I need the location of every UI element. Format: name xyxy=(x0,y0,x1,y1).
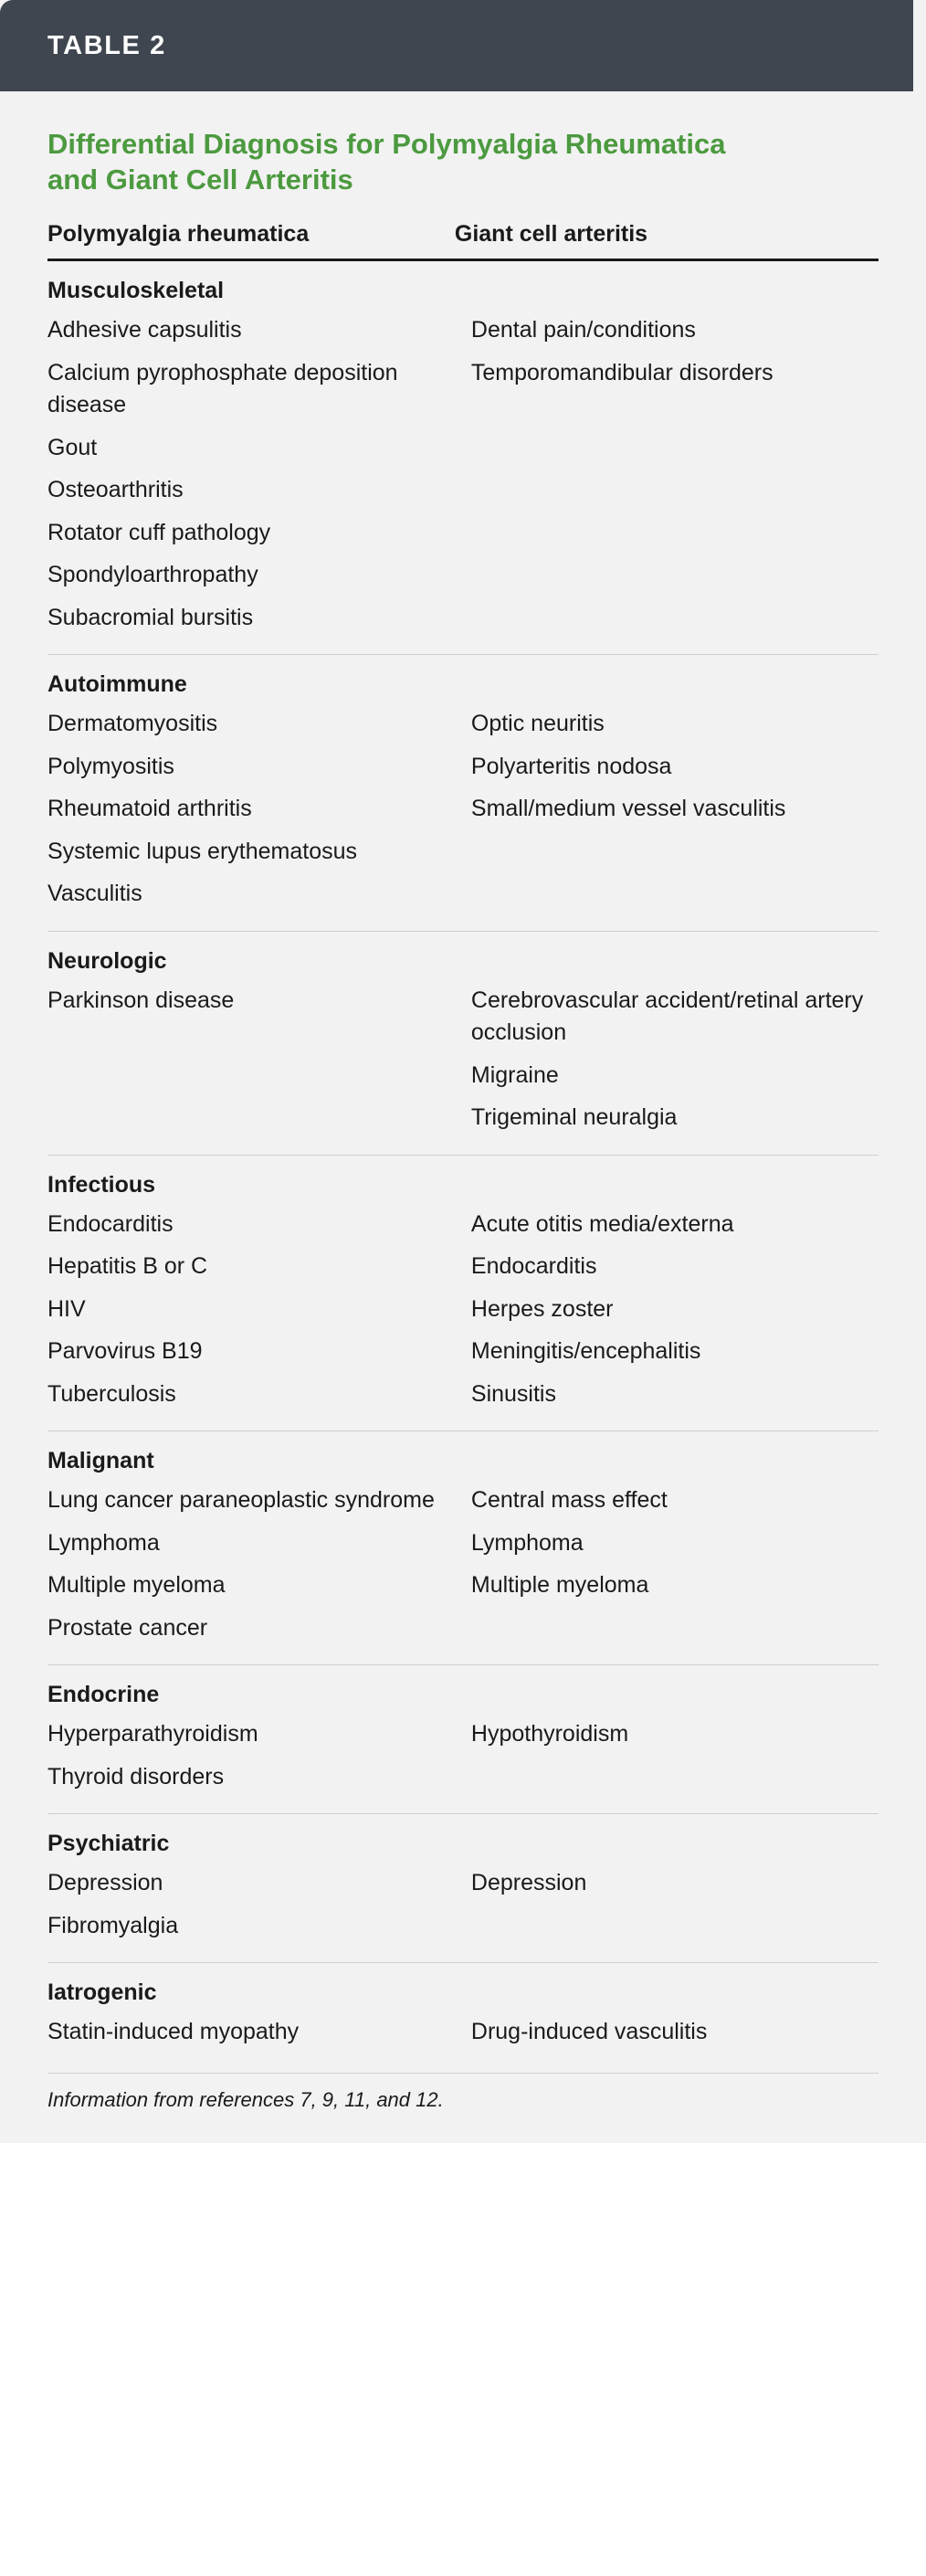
list-item: Subacromial bursitis xyxy=(47,604,254,630)
list-item: Hyperparathyroidism xyxy=(47,1721,258,1747)
list-item: Depression xyxy=(47,1870,163,1896)
table-section-row xyxy=(47,931,879,980)
list-item: Endocarditis xyxy=(470,1253,597,1280)
pmr-items-cell xyxy=(47,1480,455,1665)
list-item: Statin-induced myopathy xyxy=(47,2019,300,2045)
section-category-spacer xyxy=(455,1431,879,1481)
table-row xyxy=(47,310,879,655)
section-category-label: Musculoskeletal xyxy=(47,278,225,304)
list-item: Rotator cuff pathology xyxy=(47,519,271,545)
list-item: Multiple myeloma xyxy=(47,1572,226,1599)
table-section-row xyxy=(47,1814,879,1863)
column-header-gca: Giant cell arteritis xyxy=(455,214,879,260)
gca-items-cell xyxy=(455,980,879,1156)
table-header-row xyxy=(47,214,879,260)
section-category-label: Infectious xyxy=(47,1155,455,1204)
list-item: Polymyositis xyxy=(47,753,174,779)
list-item: Dermatomyositis xyxy=(47,711,218,737)
section-category-spacer xyxy=(455,655,879,704)
section-category-spacer xyxy=(455,1814,879,1863)
table-section-row xyxy=(47,1963,879,2012)
list-item: Systemic lupus erythematosus xyxy=(47,838,358,864)
list-item: Drug-induced vasculitis xyxy=(470,2019,708,2045)
column-header-pmr: Polymyalgia rheumatica xyxy=(47,214,455,260)
table-section-row xyxy=(47,1665,879,1715)
list-item: Hypothyroidism xyxy=(470,1721,629,1747)
gca-items-cell xyxy=(455,1204,879,1431)
list-item: Thyroid disorders xyxy=(47,1763,225,1789)
table-number-label: TABLE 2 xyxy=(47,30,166,60)
list-item: Migraine xyxy=(470,1061,559,1088)
list-item: Central mass effect xyxy=(470,1487,668,1514)
table-row xyxy=(47,2011,879,2069)
section-category-spacer xyxy=(455,931,879,980)
list-item: Lymphoma xyxy=(47,1529,160,1556)
pmr-items-cell xyxy=(47,310,455,655)
section-category-label: Endocrine xyxy=(47,1665,455,1715)
table-row xyxy=(47,703,879,931)
list-item: Hepatitis B or C xyxy=(47,1253,208,1280)
table-body xyxy=(0,91,926,2143)
list-item: Depression xyxy=(470,1870,587,1896)
table-row xyxy=(47,1480,879,1665)
list-item: Parvovirus B19 xyxy=(47,1338,203,1365)
section-category-label: Autoimmune xyxy=(47,655,455,704)
table-section-row xyxy=(47,1155,879,1204)
table-row xyxy=(47,980,879,1156)
section-category-label: Iatrogenic xyxy=(47,1963,455,2012)
list-item: Herpes zoster xyxy=(470,1295,614,1322)
list-item: Vasculitis xyxy=(47,881,142,907)
list-item: Small/medium vessel vasculitis xyxy=(470,796,786,822)
list-item: Prostate cancer xyxy=(47,1614,208,1641)
table-rows-container xyxy=(47,260,879,2069)
list-item: Spondyloarthropathy xyxy=(47,562,258,588)
table-row xyxy=(47,1863,879,1963)
gca-items-cell xyxy=(455,310,879,655)
list-item: Lung cancer paraneoplastic syndrome xyxy=(47,1487,435,1514)
pmr-items-cell xyxy=(47,1863,455,1963)
list-item: Cerebrovascular accident/retinal artery occlusion xyxy=(470,987,864,1046)
section-category-spacer xyxy=(455,1963,879,2012)
pmr-items-cell xyxy=(47,1714,455,1814)
list-item: Tuberculosis xyxy=(47,1380,176,1407)
list-item: Dental pain/conditions xyxy=(470,317,696,343)
pmr-items-cell xyxy=(47,703,455,931)
list-item: Gout xyxy=(47,434,98,460)
list-item: Sinusitis xyxy=(470,1380,556,1407)
list-item: Rheumatoid arthritis xyxy=(47,796,252,822)
gca-items-cell xyxy=(455,703,879,931)
differential-diagnosis-table xyxy=(47,214,879,2069)
gca-items-cell xyxy=(455,1863,879,1963)
table-section-row xyxy=(47,1431,879,1481)
list-item: Adhesive capsulitis xyxy=(47,317,242,343)
section-category-spacer xyxy=(455,1665,879,1715)
list-item: Fibromyalgia xyxy=(47,1912,179,1938)
list-item: Trigeminal neuralgia xyxy=(470,1104,678,1131)
table-section-row xyxy=(47,260,879,311)
list-item: HIV xyxy=(47,1295,86,1322)
list-item: Parkinson disease xyxy=(47,987,235,1013)
section-category-label: Psychiatric xyxy=(47,1814,455,1863)
list-item: Endocarditis xyxy=(47,1210,174,1237)
section-category-spacer xyxy=(455,1155,879,1204)
gca-items-cell xyxy=(455,2011,879,2069)
list-item: Optic neuritis xyxy=(470,711,605,737)
pmr-items-cell xyxy=(47,1204,455,1431)
table-title: Differential Diagnosis for Polymyalgia Rheumatica and Giant Cell Arteritis xyxy=(47,128,726,196)
table-row xyxy=(47,1714,879,1814)
section-category-label: Neurologic xyxy=(47,931,455,980)
list-item: Acute otitis media/externa xyxy=(470,1210,734,1237)
list-item: Meningitis/encephalitis xyxy=(470,1338,701,1365)
gca-items-cell xyxy=(455,1714,879,1814)
pmr-items-cell xyxy=(47,2011,455,2069)
table-header-bar xyxy=(0,0,913,91)
table-section-row xyxy=(47,655,879,704)
list-item: Calcium pyrophosphate deposition disease xyxy=(47,359,398,418)
table-row xyxy=(47,1204,879,1431)
gca-items-cell xyxy=(455,1480,879,1665)
pmr-items-cell xyxy=(47,980,455,1156)
list-item: Osteoarthritis xyxy=(47,477,184,503)
table-footnote: Information from references 7, 9, 11, and 12. xyxy=(47,2073,879,2143)
list-item: Temporomandibular disorders xyxy=(470,359,773,385)
section-category-spacer xyxy=(455,260,879,311)
list-item: Multiple myeloma xyxy=(470,1572,649,1599)
list-item: Lymphoma xyxy=(470,1529,584,1556)
section-category-label: Malignant xyxy=(47,1431,455,1481)
list-item: Polyarteritis nodosa xyxy=(470,753,672,779)
